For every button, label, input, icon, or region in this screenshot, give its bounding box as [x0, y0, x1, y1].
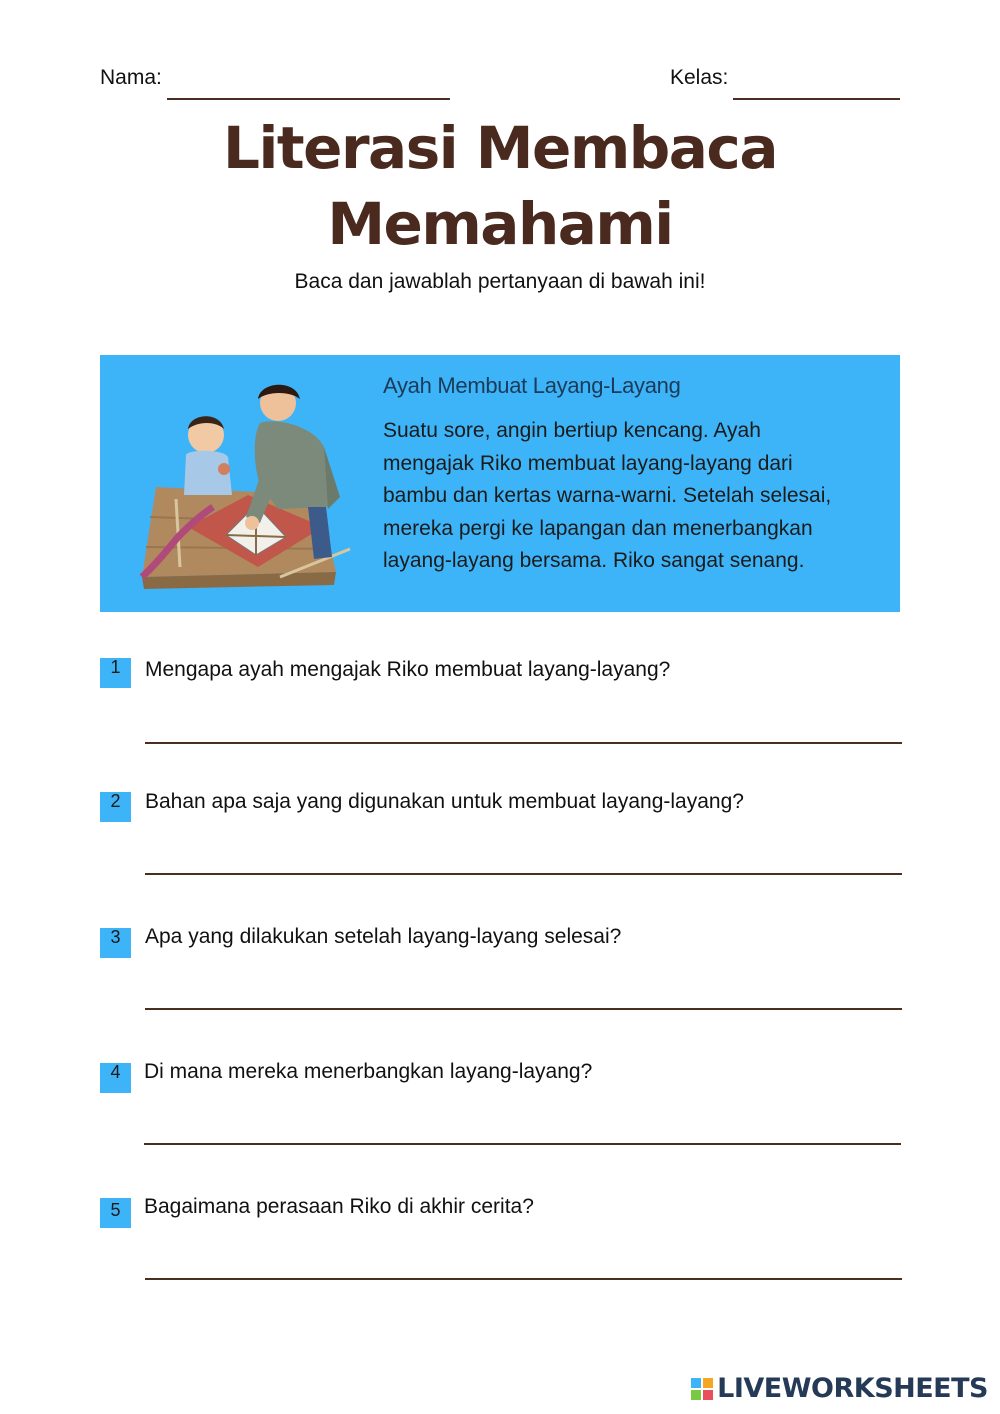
question-text: Bagaimana perasaan Riko di akhir cerita? — [144, 1195, 534, 1218]
story-title: Ayah Membuat Layang-Layang — [383, 373, 681, 398]
question-number-badge: 3 — [100, 928, 131, 958]
class-field[interactable] — [733, 98, 900, 100]
story-line: bambu dan kertas warna-warni. Setelah selesai, — [383, 484, 832, 507]
question-number-badge: 5 — [100, 1198, 131, 1228]
story-text — [383, 415, 883, 578]
question-text: Apa yang dilakukan setelah layang-layang selesai? — [145, 925, 622, 948]
question-text: Di mana mereka menerbangkan layang-layang? — [144, 1060, 593, 1083]
question-number-badge: 2 — [100, 792, 131, 822]
answer-field-5[interactable] — [145, 1278, 902, 1280]
answer-field-2[interactable] — [145, 873, 902, 875]
story-line: Suatu sore, angin bertiup kencang. Ayah — [383, 419, 761, 442]
story-box — [100, 355, 900, 612]
liveworksheets-logo-icon — [691, 1378, 713, 1400]
question-number-badge: 4 — [100, 1063, 131, 1093]
question-number-badge: 1 — [100, 658, 131, 688]
story-line: layang-layang bersama. Riko sangat senang. — [383, 549, 805, 572]
page-title — [0, 110, 1000, 262]
answer-field-3[interactable] — [145, 1008, 902, 1010]
page-title-line-2: Memahami — [327, 190, 673, 258]
class-label: Kelas: — [670, 66, 729, 89]
father-son-kite-illustration — [128, 377, 358, 592]
name-label: Nama: — [100, 66, 162, 89]
story-line: mereka pergi ke lapangan dan menerbangkan — [383, 516, 813, 540]
brand-text: LIVEWORKSHEETS — [717, 1373, 988, 1404]
story-line: mengajak Riko membuat layang-layang dari — [383, 451, 793, 475]
page-title-line-1: Literasi Membaca — [223, 114, 777, 182]
instructions: Baca dan jawablah pertanyaan di bawah ini! — [294, 270, 706, 293]
answer-field-1[interactable] — [145, 742, 902, 744]
question-text: Bahan apa saja yang digunakan untuk membuat layang-layang? — [145, 790, 744, 813]
liveworksheets-brand[interactable] — [691, 1373, 988, 1404]
name-field[interactable] — [167, 98, 450, 100]
answer-field-4[interactable] — [144, 1143, 901, 1145]
question-text: Mengapa ayah mengajak Riko membuat layang-layang? — [145, 658, 671, 681]
